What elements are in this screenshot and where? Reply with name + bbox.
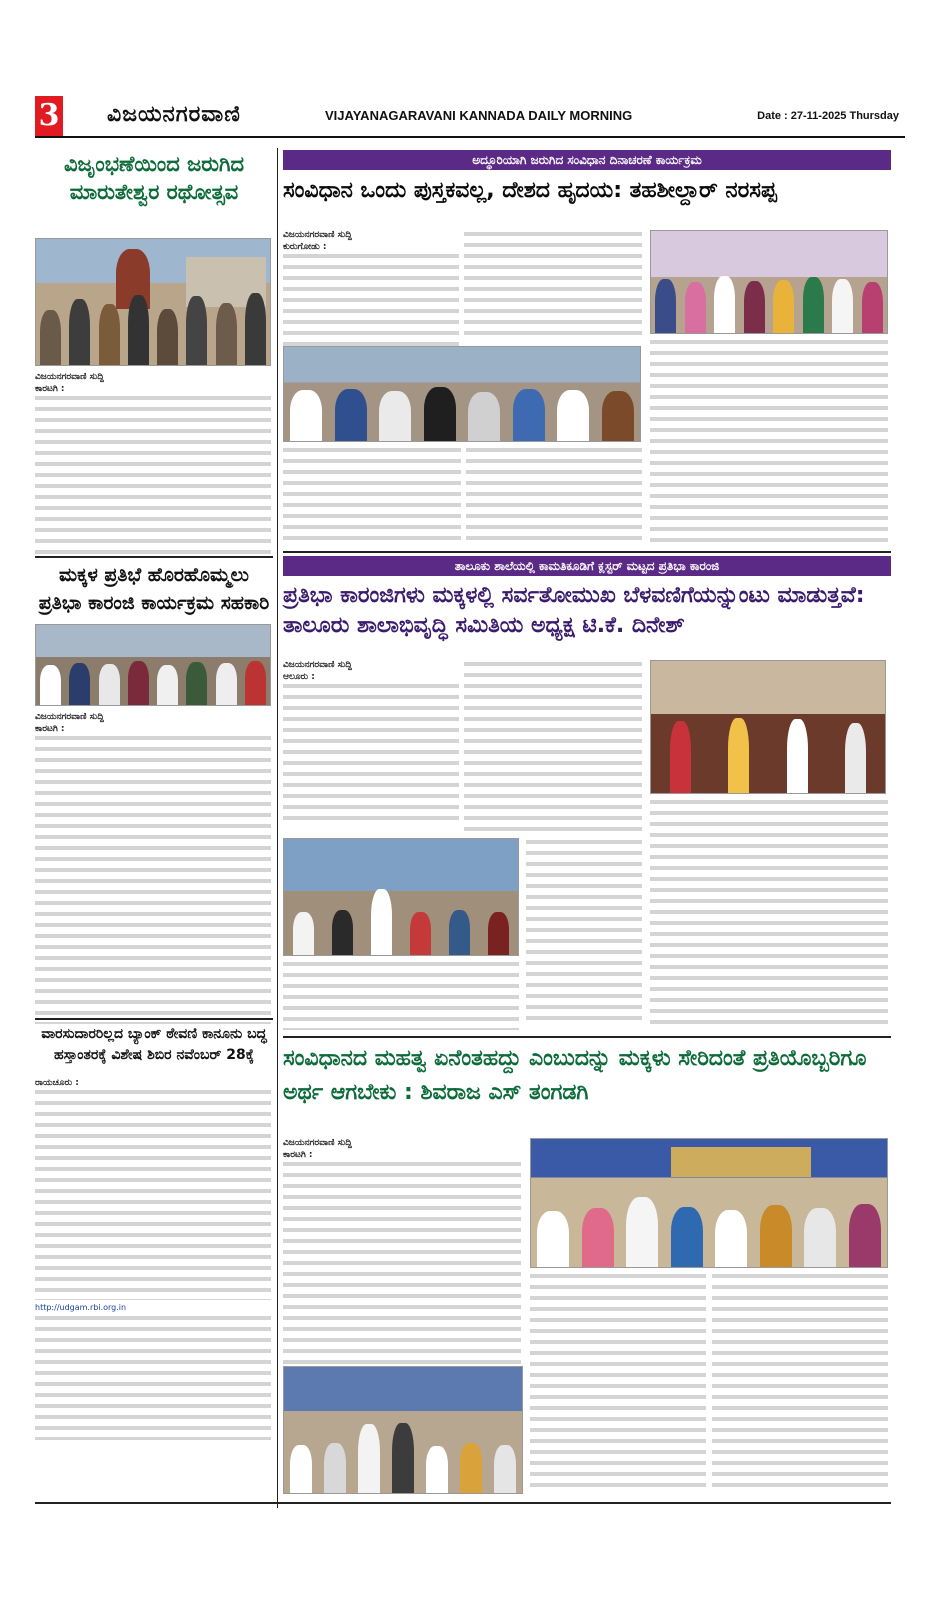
taluk-karanji-col2: [464, 662, 642, 832]
constitution-day-byline: ವಿಜಯನಗರವಾಣಿ ಸುದ್ದಿ: [283, 230, 352, 240]
article-text-lines: [283, 254, 459, 346]
bank-camp-headline: ವಾರಸುದಾರರಿಲ್ಲದ ಬ್ಯಾಂಕ್ ಠೇವಣಿ ಕಾನೂನು ಬದ್ಧ ಹಸ್ತಾಂತರಕ್ಕೆ ವಿಶೇಷ ಶಿಬಿರ ನವೆಂಬರ್ 28ಕ್ಕೆ: [41, 1026, 267, 1063]
article-text-lines: [35, 736, 271, 1024]
constitution-meaning-headline: ಸಂವಿಧಾನದ ಮಹತ್ವ ಏನೆಂತಹದ್ದು ಎಂಬುದನ್ನು ಮಕ್ಕಳು ಸೇರಿದಂತೆ ಪ್ರತಿಯೊಬ್ಬರಿಗೂ ಅರ್ಥ ಆಗಬೇಕು : ಶಿವರಾಜ ಎಸ್ ತಂಗಡಗಿ: [283, 1046, 867, 1106]
taluk-karanji-col3: [526, 840, 642, 1020]
brand-kannada: ವಿಜಯನಗರವಾಣಿ: [107, 102, 241, 127]
taluk-karanji-col1: [283, 660, 459, 820]
constitution-meaning-byline: ವಿಜಯನಗರವಾಣಿ ಸುದ್ದಿ: [283, 1138, 352, 1148]
constitution-day-banner: ಅದ್ಧೂರಿಯಾಗಿ ಜರುಗಿದ ಸಂವಿಧಾನ ದಿನಾಚರಣೆ ಕಾರ್ಯಕ್ರಮ: [283, 150, 891, 170]
constitution-day-col5: [466, 448, 642, 546]
section-rule: [35, 1018, 273, 1020]
article-text-lines: [35, 396, 271, 556]
article-text-lines: [283, 1162, 521, 1374]
taluk-karanji-banner: ತಾಲೂಕು ಶಾಲೆಯಲ್ಲಿ ಕಾಮತಿಕೂಡಿಗೆ ಕ್ಲಸ್ಟರ್ ಮಟ್ಟದ ಪ್ರತಿಭಾ ಕಾರಂಜಿ: [283, 556, 891, 576]
issue-date: Date : 27-11-2025 Thursday: [757, 110, 899, 122]
taluk-karanji-headline: ಪ್ರತಿಭಾ ಕಾರಂಜಿಗಳು ಮಕ್ಕಳಲ್ಲಿ ಸರ್ವತೋಮುಖ ಬೆಳವಣಿಗೆಯನ್ನುಂಟು ಮಾಡುತ್ತವೆ: ತಾಲೂರು ಶಾಲಾಭಿವೃದ್ಧಿ ಸಮಿತಿಯ ಅಧ್ಯಕ್ಷ ಟಿ.ಕೆ. ದಿನೇಶ್: [283, 583, 865, 638]
taluk-karanji-photo-dais: [283, 838, 519, 956]
bank-camp-body: [35, 1078, 271, 1440]
taluk-karanji-byline: ವಿಜಯನಗರವಾಣಿ ಸುದ್ದಿ: [283, 660, 352, 670]
constitution-day-photo-group: [283, 346, 641, 442]
constitution-day-col4: [283, 448, 461, 546]
pratibha-headline: ಮಕ್ಕಳ ಪ್ರತಿಭೆ ಹೊರಹೊಮ್ಮಲು ಪ್ರತಿಭಾ ಕಾರಂಜಿ ಕಾರ್ಯಕ್ರಮ ಸಹಕಾರಿ: [38, 564, 270, 614]
taluk-karanji-col5: [283, 962, 519, 1030]
constitution-day-dateline: ಕುರುಗೋಡು :: [283, 242, 327, 252]
article-text-lines: [283, 684, 459, 820]
rathotsava-body: [35, 372, 271, 556]
pratibha-dateline: ಕಾರಟಗಿ :: [35, 724, 65, 734]
pratibha-body: [35, 712, 271, 1024]
rathotsava-photo: [35, 238, 271, 366]
bank-camp-dateline: ರಾಯಚೂರು :: [35, 1078, 79, 1088]
rathotsava-byline: ವಿಜಯನಗರವಾಣಿ ಸುದ್ದಿ: [35, 372, 104, 382]
taluk-karanji-photo-felicitation: [650, 660, 886, 794]
constitution-day-col3: [650, 340, 888, 546]
article-text-lines: [35, 1090, 271, 1300]
rathotsava-dateline: ಕಾರಟಗಿ :: [35, 384, 65, 394]
brand-english: VIJAYANAGARAVANI KANNADA DAILY MORNING: [325, 108, 633, 123]
constitution-meaning-col1: [283, 1138, 521, 1374]
taluk-karanji-col4: [650, 800, 888, 1030]
constitution-day-col2: [464, 232, 642, 340]
constitution-meaning-col2: [530, 1274, 706, 1494]
constitution-meaning-photo-students: [283, 1366, 523, 1494]
constitution-meaning-photo-stage: [530, 1138, 888, 1268]
page-bottom-rule: [35, 1502, 891, 1504]
constitution-day-photo-stage: [650, 230, 888, 334]
section-rule: [283, 551, 891, 553]
taluk-karanji-dateline: ಆಲೂರು :: [283, 672, 315, 682]
column-divider: [277, 148, 278, 1508]
page-number: 3: [35, 96, 63, 136]
rbi-udgam-link[interactable]: http://udgam.rbi.org.in: [35, 1303, 127, 1312]
constitution-meaning-col3: [712, 1274, 888, 1494]
section-rule: [283, 1036, 891, 1038]
section-rule: [35, 556, 273, 558]
pratibha-photo: [35, 624, 271, 706]
article-text-lines: [35, 1316, 271, 1440]
pratibha-byline: ವಿಜಯನಗರವಾಣಿ ಸುದ್ದಿ: [35, 712, 104, 722]
masthead: [35, 96, 905, 138]
constitution-day-headline: ಸಂವಿಧಾನ ಒಂದು ಪುಸ್ತಕವಲ್ಲ, ದೇಶದ ಹೃದಯ: ತಹಶೀಲ್ದಾರ್ ನರಸಪ್ಪ: [283, 178, 777, 203]
constitution-day-col1: [283, 230, 459, 346]
rathotsava-headline: ವಿಜೃಂಭಣೆಯಿಂದ ಜರುಗಿದ ಮಾರುತೇಶ್ವರ ರಥೋತ್ಸವ: [63, 152, 245, 205]
constitution-meaning-dateline: ಕಾರಟಗಿ :: [283, 1150, 313, 1160]
